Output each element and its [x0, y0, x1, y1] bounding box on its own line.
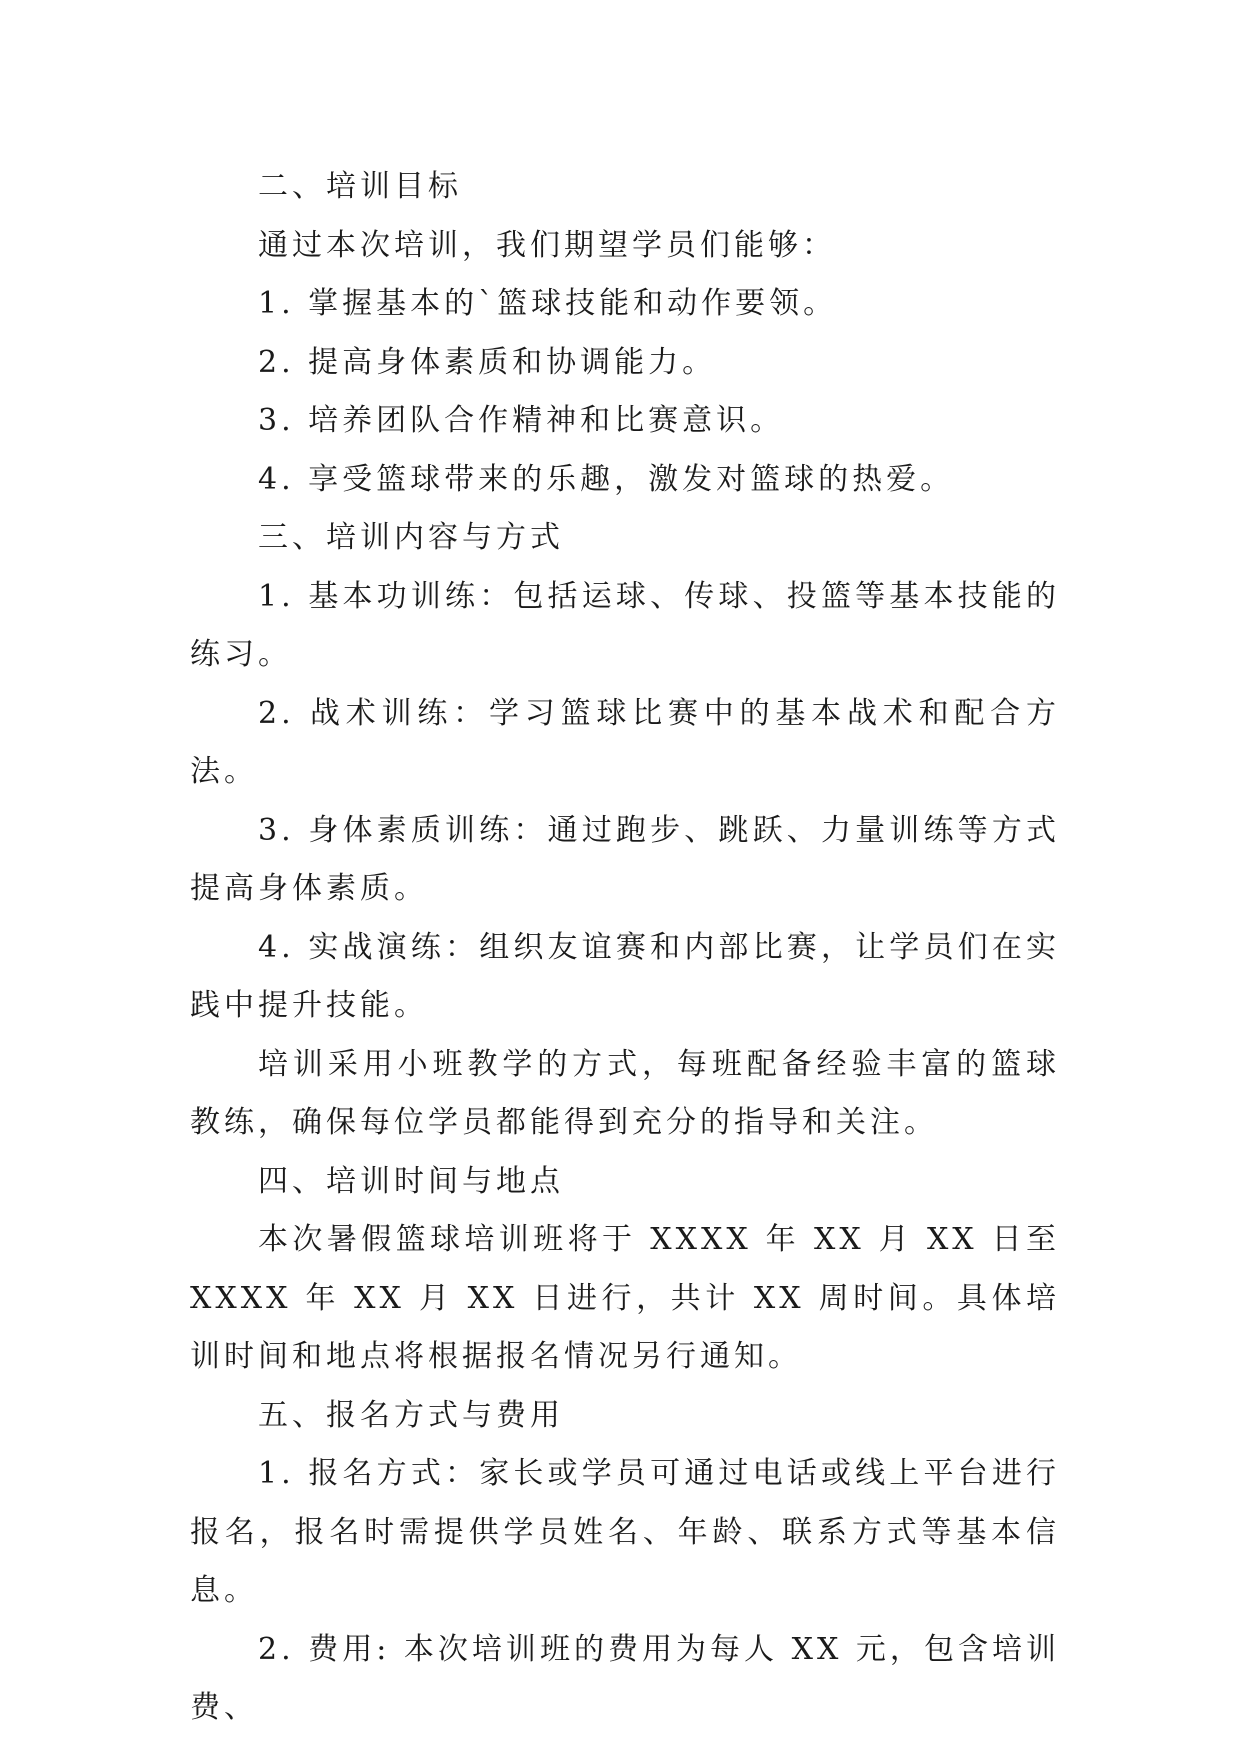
goal-item-1: 1. 掌握基本的`篮球技能和动作要领。	[258, 286, 838, 321]
document-body	[190, 158, 1060, 1738]
goal-item-4: 4. 享受篮球带来的乐趣，激发对篮球的热爱。	[258, 461, 955, 497]
goal-item-3: 3. 培养团队合作精神和比赛意识。	[258, 403, 785, 438]
time-location-paragraph: 本次暑假篮球培训班将于 XXXX 年 XX 月 XX 日至 XXXX 年 XX 月 XX 日进行，共计 XX 周时间。具体培训时间和地点将根据报名情况另行通知。	[190, 1222, 1060, 1374]
teaching-method-paragraph: 培训采用小班教学的方式，每班配备经验丰富的篮球教练，确保每位学员都能得到充分的指导和关注。	[190, 1046, 1060, 1140]
registration-item-2: 2. 费用: 本次培训班的费用为每人 XX 元，包含培训费、	[190, 1631, 1060, 1725]
section-heading-content-methods: 三、培训内容与方式	[258, 520, 564, 555]
content-item-1: 1. 基本功训练：包括运球、传球、投篮等基本技能的练习。	[190, 578, 1060, 672]
content-item-4: 4. 实战演练：组织友谊赛和内部比赛，让学员们在实践中提升技能。	[190, 929, 1060, 1023]
section-heading-time-location: 四、培训时间与地点	[258, 1163, 564, 1199]
content-item-3: 3. 身体素质训练：通过跑步、跳跃、力量训练等方式提高身体素质。	[190, 812, 1060, 906]
goals-intro-paragraph: 通过本次培训，我们期望学员们能够：	[258, 227, 836, 263]
section-heading-registration-fees: 五、报名方式与费用	[258, 1397, 564, 1433]
registration-item-1: 1. 报名方式：家长或学员可通过电话或线上平台进行报名，报名时需提供学员姓名、年龄、联系方式等基本信息。	[190, 1456, 1060, 1608]
section-heading-training-goals: 二、培训目标	[258, 169, 462, 204]
content-item-2: 2. 战术训练：学习篮球比赛中的基本战术和配合方法。	[190, 695, 1060, 789]
goal-item-2: 2. 提高身体素质和协调能力。	[258, 344, 717, 380]
